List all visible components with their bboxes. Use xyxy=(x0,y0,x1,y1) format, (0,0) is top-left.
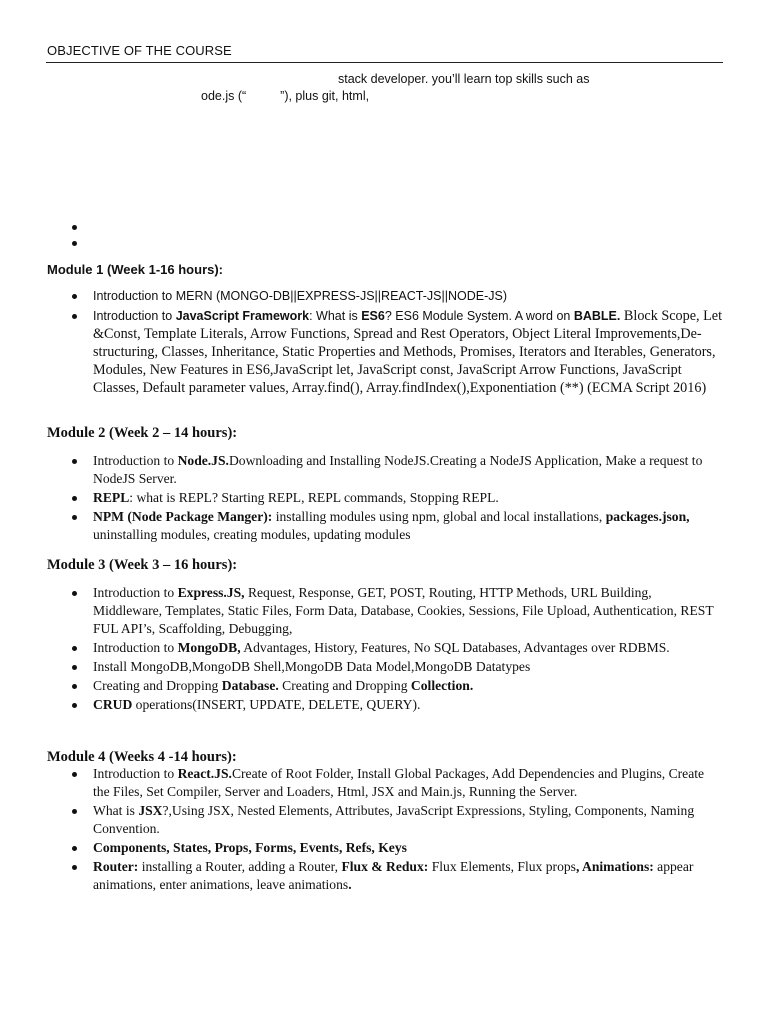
bullet-icon xyxy=(72,294,77,299)
module-heading: Module 2 (Week 2 – 14 hours): xyxy=(47,425,238,441)
intro-fragment-part: ”), plus git, html, xyxy=(280,89,370,103)
topic-text: ?,Using JSX, Nested Elements, Attributes, JavaScript Expressions, Styling, Components, Naming Convention. xyxy=(93,803,695,836)
topic-text: ? ES6 Module System. A word on xyxy=(384,309,574,323)
topic-keyword: Database. xyxy=(221,678,279,693)
list-item xyxy=(0,765,723,801)
list-item xyxy=(0,452,723,488)
bullet-icon xyxy=(72,496,77,501)
topic-keyword: MongoDB, xyxy=(177,640,241,655)
bullet-icon xyxy=(72,314,77,319)
topic-keyword: Flux & Redux: xyxy=(341,859,429,874)
list-item xyxy=(0,658,723,676)
topic-text: Creating and Dropping xyxy=(278,678,411,693)
list-item xyxy=(0,802,723,838)
topic-keyword: Node.JS. xyxy=(177,453,229,468)
bullet-icon xyxy=(72,591,77,596)
module-3-topic-list xyxy=(0,584,768,714)
list-item xyxy=(0,489,723,507)
topic-text: Install MongoDB,MongoDB Shell,MongoDB Data Model,MongoDB Datatypes xyxy=(93,659,531,674)
document-heading: OBJECTIVE OF THE COURSE xyxy=(47,43,232,58)
topic-text: Creating and Dropping xyxy=(93,678,222,693)
module-2-topic-list xyxy=(0,452,768,544)
intro-fragment-part: ode.js (“ xyxy=(201,89,247,103)
topic-keyword: CRUD xyxy=(93,697,133,712)
list-item xyxy=(0,287,723,305)
topic-text: Create of Root Folder, Install Global Packages, Add Dependencies and Plugins, Create the Files, Set Compiler, Server and Loaders, Html, JSX and Main.js, Running the Server. xyxy=(93,766,705,799)
topic-keyword: JSX xyxy=(138,803,163,818)
list-item xyxy=(0,639,723,657)
list-item xyxy=(0,508,723,544)
topic-text: Flux Elements, Flux props xyxy=(428,859,576,874)
topic-keyword: Components, States, Props, Forms, Events, Refs, Keys xyxy=(93,840,407,855)
topic-text: Introduction to xyxy=(93,309,176,323)
topic-keyword: ES6 xyxy=(361,309,385,323)
list-item xyxy=(0,839,723,857)
topic-keyword: Express.JS, xyxy=(177,585,245,600)
list-item xyxy=(0,858,723,894)
topic-keyword: NPM (Node Package Manger): xyxy=(93,509,273,524)
topic-keyword: JavaScript Framework xyxy=(175,309,310,323)
bullet-icon xyxy=(72,665,77,670)
topic-text: Downloading and Installing NodeJS.Creating a NodeJS Application, Make a request to NodeJS Server. xyxy=(93,453,703,486)
topic-text: uninstalling modules, creating modules, updating modules xyxy=(93,527,411,542)
module-heading: Module 3 (Week 3 – 16 hours): xyxy=(47,557,238,573)
topic-text: installing a Router, adding a Router, xyxy=(138,859,342,874)
topic-text: Introduction to xyxy=(93,453,178,468)
topic-keyword: BABLE. xyxy=(573,309,621,323)
bullet-icon xyxy=(72,865,77,870)
topic-keyword: , Animations: xyxy=(575,859,654,874)
topic-text: Introduction to MERN (MONGO-DB||EXPRESS-JS||REACT-JS||NODE-JS) xyxy=(93,289,508,303)
topic-keyword: . xyxy=(348,877,352,892)
heading-underline xyxy=(46,62,723,63)
empty-bullet xyxy=(72,241,77,246)
intro-text-fragment: stack developer. you’ll learn top skills such as xyxy=(338,72,590,86)
intro-text-fragment xyxy=(201,89,369,103)
module-heading: Module 1 (Week 1-16 hours): xyxy=(47,262,224,277)
topic-keyword: packages.json, xyxy=(605,509,690,524)
topic-keyword: Collection. xyxy=(410,678,474,693)
list-item xyxy=(0,584,723,638)
bullet-icon xyxy=(72,772,77,777)
bullet-icon xyxy=(72,459,77,464)
bullet-icon xyxy=(72,703,77,708)
topic-keyword: REPL xyxy=(93,490,130,505)
topic-text: : What is xyxy=(309,309,362,323)
topic-text: What is xyxy=(93,803,139,818)
topic-text: operations(INSERT, UPDATE, DELETE, QUERY). xyxy=(132,697,421,712)
topic-text: Introduction to xyxy=(93,640,178,655)
topic-text: appear animations, enter animations, leave animations xyxy=(93,859,694,892)
module-heading: Module 4 (Weeks 4 -14 hours): xyxy=(47,749,237,765)
bullet-icon xyxy=(72,684,77,689)
empty-bullet xyxy=(72,225,77,230)
topic-keyword: React.JS. xyxy=(177,766,232,781)
list-item xyxy=(0,696,723,714)
bullet-icon xyxy=(72,809,77,814)
topic-text: Introduction to xyxy=(93,585,178,600)
topic-text: Advantages, History, Features, No SQL Databases, Advantages over RDBMS. xyxy=(240,640,670,655)
list-item xyxy=(0,307,723,397)
bullet-icon xyxy=(72,515,77,520)
module-4-topic-list xyxy=(0,765,768,894)
topic-text: Introduction to xyxy=(93,766,178,781)
topic-text: Request, Response, GET, POST, Routing, HTTP Methods, URL Building, Middleware, Templates, Static Files, Form Data, Database, Cookies, Sessions, File Upload, Authentication, REST FUL API’s, Scaffolding, Debugging, xyxy=(93,585,714,636)
list-item xyxy=(0,677,723,695)
topic-text: Block Scope, Let &Const, Template Literals, Arrow Functions, Spread and Rest Operators, Object Literal Improvements,De-structuring, Classes, Inheritance, Static Properties and Methods, Promises, Iterators and Iterables, Generators, Modules, New Features in ES6,JavaScript let, JavaScript const, JavaScript Arrow Functions, JavaScript Classes, Default parameter values, Array.find(), Array.findIndex(),Exponentiation (**) (ECMA Script 2016) xyxy=(93,308,723,396)
topic-text: : what is REPL? Starting REPL, REPL commands, Stopping REPL. xyxy=(129,490,499,505)
bullet-icon xyxy=(72,646,77,651)
topic-text: installing modules using npm, global and local installations, xyxy=(272,509,606,524)
module-1-topic-list xyxy=(0,287,768,397)
topic-keyword: Router: xyxy=(93,859,139,874)
bullet-icon xyxy=(72,846,77,851)
